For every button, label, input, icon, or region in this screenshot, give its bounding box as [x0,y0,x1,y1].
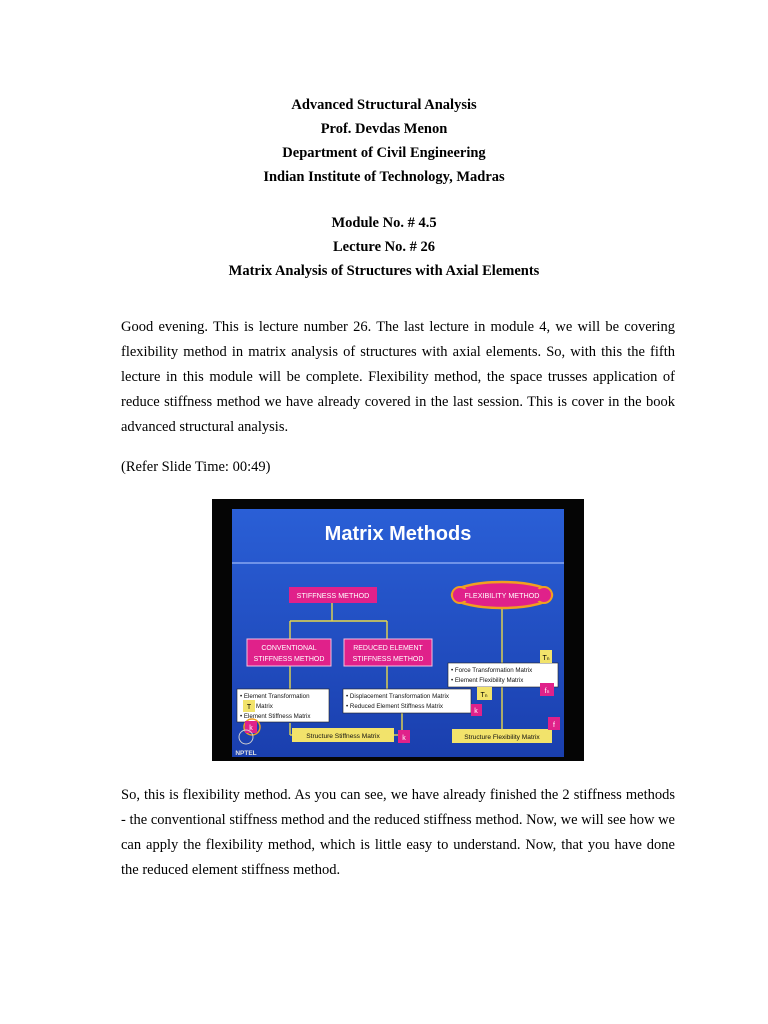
conv-box-line3: • Element Stiffness Matrix [240,713,311,720]
slide-diagram [212,499,584,761]
closing-paragraph: So, this is flexibility method. As you can see, we have already finished the 2 stiffness methods - the conventional stiffness method and the reduced stiffness method. Now, we will see how we can apply the flexibility method, which is little easy to understand. Now, that you have done the reduced element stiffness method. [121,787,675,878]
flexibility-method-label: FLEXIBILITY METHOD [464,591,540,600]
reduced-box-line2: • Reduced Element Stiffness Matrix [346,703,443,710]
structure-stiffness-label: Structure Stiffness Matrix [306,733,380,740]
stiffness-method-label: STIFFNESS METHOD [296,591,370,600]
lecture-slide [212,499,584,761]
slide-title: Matrix Methods [324,523,472,545]
conv-box-line1: • Element Transformation [240,693,310,700]
reduced-line2: STIFFNESS METHOD [352,656,424,663]
conventional-line1: CONVENTIONAL [261,645,317,652]
lecture-number: Lecture No. # 26 [332,239,436,255]
svg-text:k: k [474,708,478,715]
lecture-topic: Matrix Analysis of Structures with Axial Elements [228,263,540,279]
institute-name: Indian Institute of Technology, Madras [263,169,505,185]
svg-text:k: k [402,735,406,742]
flex-box-line1: • Force Transformation Matrix [451,667,533,674]
course-title: Advanced Structural Analysis [291,97,477,113]
svg-text:Tₙ: Tₙ [542,655,550,662]
svg-text:Tₙ: Tₙ [480,692,488,699]
department-name: Department of Civil Engineering [282,145,486,161]
lecture-header [0,93,768,283]
refer-slide-time: (Refer Slide Time: 00:49) [121,459,271,475]
flexibility-method-cloud [452,582,552,608]
structure-flexibility-label: Structure Flexibility Matrix [464,734,540,741]
conv-box-line2: Matrix [256,703,273,710]
svg-text:f: f [553,722,555,729]
svg-text:fₙ: fₙ [544,688,550,695]
flex-box-line2: • Element Flexibility Matrix [451,677,524,684]
nptel-logo-text: NPTEL [235,750,257,757]
intro-paragraph: Good evening. This is lecture number 26. The last lecture in module 4, we will be covering flexibility method in matrix analysis of structures with axial elements. So, with this the fifth lecture in this module will be complete. Flexibility method, the space trusses application of reduce stiffness method we have already covered in the last session. This is cover in the book advanced structural analysis. [121,319,675,435]
conventional-line2: STIFFNESS METHOD [253,656,325,663]
reduced-box-line1: • Displacement Transformation Matrix [346,693,449,700]
svg-text:T: T [246,704,252,711]
module-number: Module No. # 4.5 [331,215,437,231]
reduced-line1: REDUCED ELEMENT [353,645,423,652]
professor-name: Prof. Devdas Menon [320,121,448,137]
svg-text:k: k [249,725,253,732]
